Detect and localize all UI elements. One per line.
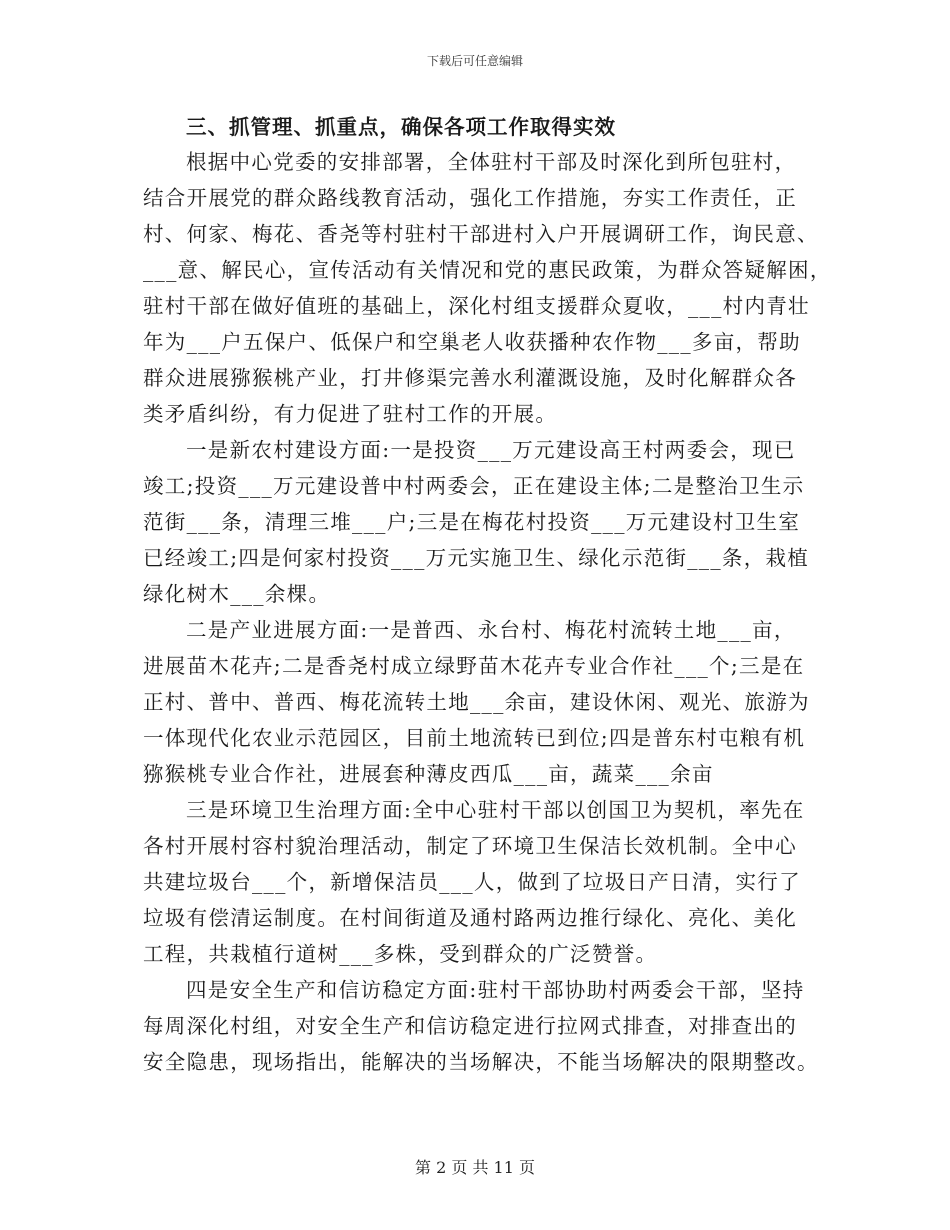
paragraph-line: 进展苗木花卉;二是香尧村成立绿野苗木花卉专业合作社___个;三是在 — [143, 654, 805, 678]
paragraph-line: ___意、解民心，宣传活动有关情况和党的惠民政策，为群众答疑解困， — [143, 258, 832, 282]
paragraph-line: 二是产业进展方面:一是普西、永台村、梅花村流转土地___亩， — [186, 618, 796, 642]
paragraph-5 — [143, 972, 819, 1080]
paragraph-line: 类矛盾纠纷，有力促进了驻村工作的开展。 — [143, 402, 558, 426]
paragraph-line: 群众进展猕猴桃产业，打井修渠完善水利灌溉设施，及时化解群众各 — [143, 366, 797, 390]
paragraph-line: 三是环境卫生治理方面:全中心驻村干部以创国卫为契机，率先在 — [186, 798, 805, 822]
paragraph-line: 共建垃圾台___个，新增保洁员___人，做到了垃圾日产日清，实行了 — [143, 870, 801, 894]
paragraph-line: 结合开展党的群众路线教育活动，强化工作措施，夯实工作责任，正 — [143, 186, 797, 210]
page-header: 下载后可任意编辑 — [426, 54, 523, 68]
paragraph-line: 垃圾有偿清运制度。在村间街道及通村路两边推行绿化、亮化、美化 — [143, 906, 797, 930]
paragraph-line: 已经竣工;四是何家村投资___万元实施卫生、绿化示范街___条，栽植 — [143, 546, 810, 570]
paragraph-line: 正村、普中、普西、梅花流转土地___余亩，建设休闲、观光、旅游为 — [143, 690, 810, 714]
paragraph-line: 猕猴桃专业合作社，进展套种薄皮西瓜___亩，蔬菜___余亩 — [143, 762, 714, 786]
paragraph-line: 四是安全生产和信访稳定方面:驻村干部协助村两委会干部，坚持 — [186, 978, 805, 1002]
paragraph-1 — [143, 144, 832, 432]
paragraph-line: 绿化树木___余棵。 — [143, 582, 331, 606]
paragraph-line: 年为___户五保户、低保户和空巢老人收获播种农作物___多亩，帮助 — [143, 330, 801, 354]
paragraph-line: 每周深化村组，对安全生产和信访稳定进行拉网式排查，对排查出的 — [143, 1014, 797, 1038]
paragraph-line: 工程，共栽植行道树___多株，受到群众的广泛赞誉。 — [143, 942, 658, 966]
paragraph-line: 各村开展村容村貌治理活动，制定了环境卫生保洁长效机制。全中心 — [143, 834, 797, 858]
document-body — [143, 110, 832, 1080]
paragraph-4 — [143, 792, 808, 972]
paragraph-line: 安全隐患，现场指出，能解决的当场解决，不能当场解决的限期整改。 — [143, 1050, 819, 1074]
paragraph-line: 竣工;投资___万元建设普中村两委会，正在建设主体;二是整治卫生示 — [143, 474, 805, 498]
page-number: 第 2 页 共 11 页 — [415, 1158, 535, 1177]
paragraph-line: 一体现代化农业示范园区，目前土地流转已到位;四是普东村屯粮有机 — [143, 726, 806, 750]
section-heading: 三、抓管理、抓重点，确保各项工作取得实效 — [186, 115, 616, 139]
paragraph-line: 驻村干部在做好值班的基础上，深化村组支援群众夏收，___村内青壮 — [143, 294, 810, 318]
paragraph-line: 范街___条，清理三堆___户;三是在梅花村投资___万元建设村卫生室 — [143, 510, 801, 534]
paragraph-line: 村、何家、梅花、香尧等村驻村干部进村入户开展调研工作，询民意、 — [143, 222, 819, 246]
paragraph-3 — [143, 612, 808, 792]
paragraph-line: 一是新农村建设方面:一是投资___万元建设高王村两委会，现已 — [186, 438, 796, 462]
paragraph-line: 根据中心党委的安排部署，全体驻村干部及时深化到所包驻村， — [186, 150, 797, 174]
paragraph-2 — [143, 432, 808, 612]
